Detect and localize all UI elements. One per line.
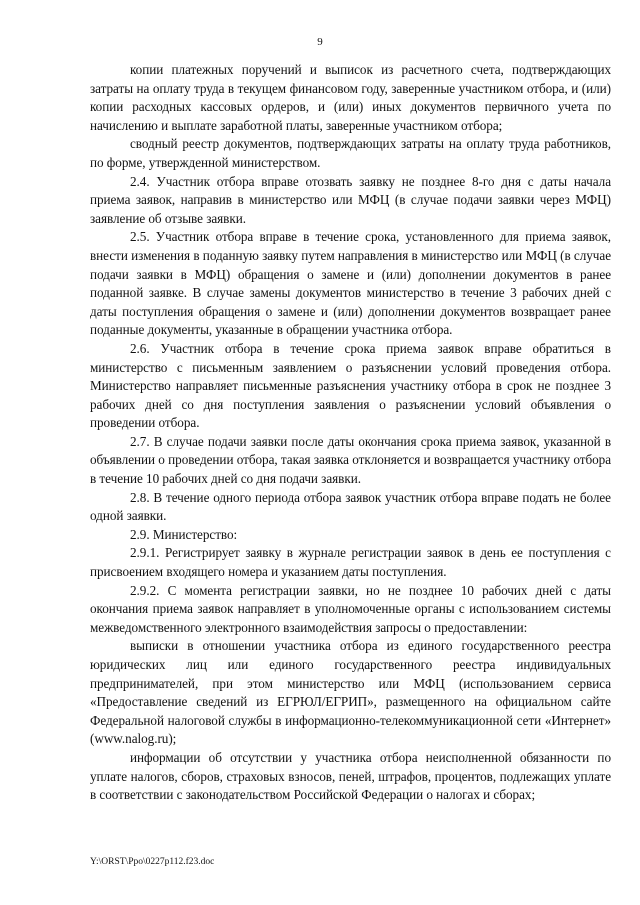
paragraph-2-9-2: 2.9.2. С момента регистрации заявки, но не позднее 10 рабочих дней с даты окончания приема заявок направляет в уполномоченные органы с использованием системы межведомственного электронного взаимодействия запросы о предоставлении: <box>90 582 611 635</box>
paragraph-2-6: 2.6. Участник отбора в течение срока приема заявок вправе обратиться в министерство с письменным заявлением о разъяснении условий проведения отбора. Министерство направляет письменные разъяснения участнику отбора в срок не позднее 3 рабочих дней со дня поступления заявления о разъяснении условий объявления о проведении отбора. <box>90 340 611 431</box>
paragraph-2-8: 2.8. В течение одного периода отбора заявок участник отбора вправе подать не более одной заявки. <box>90 489 611 524</box>
paragraph-payment-copies: копии платежных поручений и выписок из расчетного счета, подтверждающих затраты на оплату труда в текущем финансовом году, заверенные участником отбора, и (или) копии расходных кассовых ордеров, и (или) иных документов первичного учета по начислению и выплате заработной платы, заверенные участником отбора; <box>90 62 611 133</box>
paragraph-2-9: 2.9. Министерство: <box>130 526 238 542</box>
paragraph-egrul-extract: выписки в отношении участника отбора из единого государственного реестра юридических лиц или единого государственного реестра индивидуальных предпринимателей, при этом министерство или МФЦ (использованием сервиса «Предоставление сведений из ЕГРЮЛ/ЕГРИП», размещенного на официальном сайте Федеральной налоговой службы в информационно-телекоммуникационной сети «Интернет» (www.nalog.ru); <box>90 638 611 747</box>
paragraph-2-7: 2.7. В случае подачи заявки после даты окончания срока приема заявок, указанной в объявлении о проведении отбора, такая заявка отклоняется и возвращается участнику отбора в течение 10 рабочих дней со дня подачи заявки. <box>90 433 611 487</box>
document-body <box>90 61 611 805</box>
paragraph-2-5: 2.5. Участник отбора вправе в течение срока, установленного для приема заявок, внести изменения в поданную заявку путем направления в министерство или МФЦ (в случае подачи заявки в МФЦ) обращения о замене и (или) дополнении документов в ранее поданной заявке. В случае замены документов министерство в течение 3 рабочих дней с даты поступления обращения о замене и (или) дополнении документов возвращает ранее поданные документы, указанные в обращении участника отбора. <box>90 229 611 338</box>
paragraph-2-4: 2.4. Участник отбора вправе отозвать заявку не позднее 8-го дня с даты начала приема заявок, направив в министерство или МФЦ (в случае подачи заявки через МФЦ) заявление об отзыве заявки. <box>90 173 611 226</box>
page-number: 9 <box>317 36 323 48</box>
paragraph-tax-info: информации об отсутствии у участника отбора неисполненной обязанности по уплате налогов, сборов, страховых взносов, пеней, штрафов, процентов, подлежащих уплате в соответствии с законодательством Российской Федерации о налогах и сборах; <box>90 749 611 803</box>
footer-file-path: Y:\ORST\Ppo\0227p112.f23.doc <box>90 857 215 867</box>
paragraph-2-9-1: 2.9.1. Регистрирует заявку в журнале регистрации заявок в день ее поступления с присвоением входящего номера и указанием даты поступления. <box>90 545 611 580</box>
paragraph-summary-register: сводный реестр документов, подтверждающих затраты на оплату труда работников, по форме, утвержденной министерством. <box>90 136 611 170</box>
